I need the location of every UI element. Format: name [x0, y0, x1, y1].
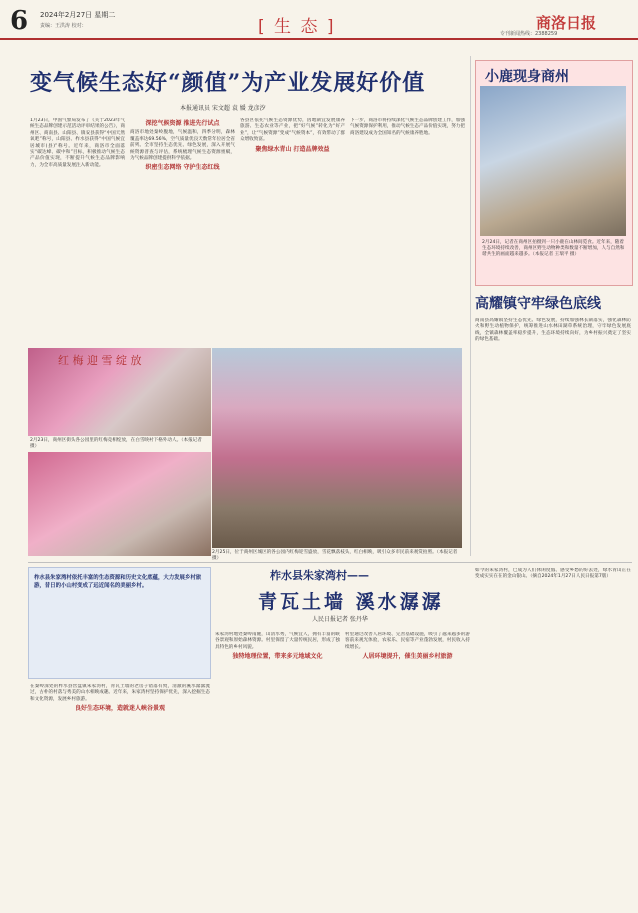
main-article-col-2: 深挖气候资源 推进先行试点 商洛市地处秦岭腹地，气候温和，四季分明，森林覆盖率达69.56%，空气质量优良天数常年位居全省前列。全市坚持生态优先、绿色发展，深入开展气候资源普查与评估，系统梳理气候生态资源禀赋，为气候品牌创建提供科学依据。 织密生态网络 守护生态红线 [130, 120, 235, 172]
deer-photo [480, 86, 626, 236]
sidebar-caption: 2月24日，记者在商州区拍摄到一只小鹿在山林间觅食。近年来，随着生态环境持续改善，商州区野生动物种类和数量不断增加，人与自然和谐共生的画面越来越多。（本报记者 王瑞平 摄） [482, 240, 625, 258]
main-article-col-1: 1月23日，中国气象局发布了《关于2023年气候生态品牌创建示范活动评审结果的公告》，商州区、商南县、山阳县、镇安县获得“中国天然氧吧”称号，山阳县、柞水县获得“中国气候宜居城市(县)”称号。近年来，商洛市全面落实“碳达峰、碳中和”目标，积极推动气候生态产品价值实现，不断提升气候生态品牌影响力，为全市高质量发展注入新动能。 [30, 118, 125, 168]
main-article-col-3: 各县区依托气候生态资源优势，因地制宜发展康养旅游、生态农业等产业，把“好气候”转化为“好产业”，让“气候资源”变成“气候资本”，有效带动了群众增收致富。 聚焦绿水青山 打造品牌效益 [240, 118, 345, 153]
lower-subhead-2: 独特地理位置，带来多元地域文化 [232, 653, 323, 661]
column-divider [470, 56, 471, 556]
plum-blossom-photo-left [28, 452, 211, 556]
page-number: 6 [10, 6, 29, 36]
main-article-col-4: 下一步，商洛市将持续深化气候生态品牌创建工作，加强气候资源保护利用，推动气候生态产品价值实现，努力把商洛建设成为全国知名的气候康养胜地。 [350, 118, 465, 136]
lower-col-4: 如今的朱家湾村，已成为人们休闲度假、感受乡愁的好去处，绿水青山正在变成实实在在的金山银山。（摘自2024年1月27日人民日报第7版） [475, 568, 631, 580]
lower-title: 青瓦土墙 溪水潺潺 [258, 591, 444, 613]
photo-caption-1: 2月23日，商州区街头各公园里的红梅竞相绽放，在白雪映衬下格外动人。（本报记者 摄） [30, 438, 202, 450]
header-rule [0, 38, 638, 40]
main-subhead-1: 深挖气候资源 推进先行试点 [145, 120, 220, 127]
plum-blossom-photo-main [212, 348, 462, 548]
section-divider [28, 562, 632, 563]
lower-col-1: 在秦岭深处的柞水县营盘镇朱家湾村，青瓦土墙的老房子错落有致，清澈的溪水潺潺流过，古朴的村落与秀美的山水相映成趣。近年来，朱家湾村坚持保护优先，深入挖掘生态和文化资源，发展乡村旅游。 良好生态环境，造就迷人峡谷景观 [30, 684, 210, 713]
sidebar-title: 小鹿现身商州 [485, 69, 569, 85]
section-title: [ 生 态 ] [258, 17, 336, 37]
lower-kicker: 柞水县朱家湾村—— [270, 569, 369, 582]
lower-col-2: 朱家湾村地处秦岭南麓，山清水秀，气候宜人，拥有丰富的峡谷景观和原始森林资源。村里保留了大量传统民居，形成了独具特色的乡村风貌。 独特地理位置，带来多元地域文化 [215, 632, 340, 661]
paper-logo: 商洛日报 [536, 14, 597, 32]
main-subhead-3: 聚焦绿水青山 打造品牌效益 [255, 145, 330, 153]
sidebar-second-title: 高耀镇守牢绿色底线 [475, 296, 601, 312]
lower-subhead-3: 人居环境提升，催生美丽乡村旅游 [362, 653, 453, 661]
lower-byline: 人民日报记者 张丹华 [312, 616, 368, 623]
sidebar-second-body: 商南县高耀镇坚持生态优先、绿色发展，持续加强林长制落实，强化森林防火和野生动植物保护，统筹推进山水林田湖草系统治理，守牢绿色发展底线，全镇森林覆盖率稳步提升，生态环境持续向好，为乡村振兴奠定了坚实的绿色基础。 [475, 318, 631, 343]
photo-banner-label: 红 梅 迎 雪 绽 放 [58, 354, 142, 367]
header-date: 2024年2月27日 星期二 [40, 11, 116, 19]
lower-lead: 柞水县朱家湾村依托丰富的生态资源和历史文化底蕴，大力发展乡村旅游，昔日的小山村变成了远近闻名的美丽乡村。 [34, 575, 202, 589]
main-headline: 变气候生态好“颜值”为产业发展好价值 [30, 70, 426, 96]
main-subhead-2: 织密生态网络 守护生态红线 [145, 164, 220, 172]
photo-caption-2: 2月25日，位于商州区城区的各公园内红梅迎雪盛放，雪花飘落枝头，红白相映，吸引众多市民前来观赏拍照。（本报记者 摄） [212, 550, 458, 562]
header-hotline: 专刊新闻热线：2388259 [500, 31, 558, 37]
main-byline: 本报通讯员 宋文超 袁 媛 龙彦汐 [180, 105, 266, 112]
lower-col-3: 村里通过改善人居环境、完善基础设施，吸引了越来越多的游客前来观光体验，农家乐、民宿等产业蓬勃发展，村民收入持续增长。 人居环境提升，催生美丽乡村旅游 [345, 632, 470, 661]
lower-subhead-1: 良好生态环境，造就迷人峡谷景观 [74, 705, 165, 713]
header-editors: 责编：王洪涛 校对： [40, 23, 87, 29]
